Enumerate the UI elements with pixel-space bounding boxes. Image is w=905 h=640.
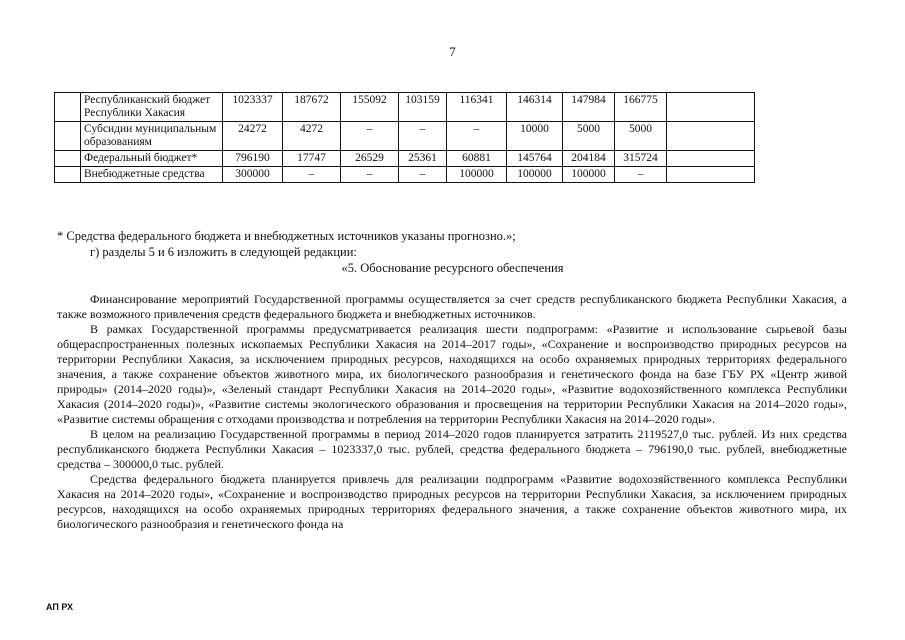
table-cell: 10000 bbox=[507, 122, 563, 151]
paragraph: В рамках Государственной программы предусматривается реализация шести подпрограмм: «Развитие и использование сырьевой базы общераспространенных полезных ископаемых Республики Хакасия на 2014–2017 годы», «Сохранение и воспроизводство природных ресурсов на территории Республики Хакасия, за исключением природных ресурсов, находящихся на особо охраняемых природных территориях федерального значения, а также сохранение объектов животного мира, их биологического разнообразия и генетического фонда на базе ГБУ РХ «Центр живой природы» (2014–2020 годы)», «Зеленый стандарт Республики Хакасия на 2014–2020 годы», «Развитие водохозяйственного комплекса Республики Хакасия (2014–2020 годы)», «Развитие системы экологического образования и просвещения на территории Республики Хакасия на 2014–2020 годы», «Развитие системы обращения с отходами производства и потребления на территории Республики Хакасия на 2014–2020 годы». bbox=[57, 322, 847, 426]
paragraph: В целом на реализацию Государственной программы в период 2014–2020 годов планируется затратить 2119527,0 тыс. рублей. Из них средства республиканского бюджета Республики Хакасия – 1023337,0 тыс. рублей, средства федерального бюджета – 796190,0 тыс. рублей, внебюджетные средства – 300000,0 тыс. рублей. bbox=[57, 427, 847, 471]
table-cell: 103159 bbox=[399, 93, 447, 122]
table-cell-empty bbox=[667, 93, 755, 122]
table-cell: 17747 bbox=[283, 151, 341, 167]
table-cell: – bbox=[447, 122, 507, 151]
table-cell: 5000 bbox=[563, 122, 615, 151]
instruction-line: г) разделы 5 и 6 изложить в следующей редакции: bbox=[90, 245, 357, 259]
table-cell: 1023337 bbox=[223, 93, 283, 122]
table-cell: – bbox=[399, 122, 447, 151]
stamp-label: АП РХ bbox=[46, 602, 74, 612]
table-cell: 204184 bbox=[563, 151, 615, 167]
table-cell-empty bbox=[667, 122, 755, 151]
paragraph: Финансирование мероприятий Государственной программы осуществляется за счет средств республиканского бюджета Республики Хакасия, а также возможного привлечения средств федерального бюджета и внебюджетных источников. bbox=[57, 292, 847, 321]
table-cell: 100000 bbox=[563, 167, 615, 183]
table-cell: 116341 bbox=[447, 93, 507, 122]
table-cell: 146314 bbox=[507, 93, 563, 122]
table-cell: 796190 bbox=[223, 151, 283, 167]
table-cell: 60881 bbox=[447, 151, 507, 167]
table-cell: 315724 bbox=[615, 151, 667, 167]
table-cell-empty bbox=[667, 151, 755, 167]
table-cell-empty bbox=[55, 93, 81, 122]
table-cell: 26529 bbox=[341, 151, 399, 167]
table-row bbox=[55, 151, 755, 167]
body-text bbox=[57, 292, 847, 532]
table-cell-empty bbox=[55, 151, 81, 167]
footnote: * Средства федерального бюджета и внебюджетных источников указаны прогнозно.»; bbox=[57, 229, 516, 243]
table-cell: – bbox=[283, 167, 341, 183]
table-cell: 145764 bbox=[507, 151, 563, 167]
table-cell: 100000 bbox=[447, 167, 507, 183]
table-row bbox=[55, 122, 755, 151]
row-label: Субсидии муниципальным образованиям bbox=[81, 122, 223, 151]
table-cell: 300000 bbox=[223, 167, 283, 183]
table-cell: – bbox=[341, 122, 399, 151]
table-row bbox=[55, 167, 755, 183]
table-cell-empty bbox=[667, 167, 755, 183]
section-heading: «5. Обоснование ресурсного обеспечения bbox=[341, 261, 564, 275]
table-cell-empty bbox=[55, 122, 81, 151]
table-row bbox=[55, 93, 755, 122]
table-cell: 4272 bbox=[283, 122, 341, 151]
table-cell: 147984 bbox=[563, 93, 615, 122]
table-cell: – bbox=[341, 167, 399, 183]
table-cell: – bbox=[615, 167, 667, 183]
row-label: Внебюджетные средства bbox=[81, 167, 223, 183]
budget-table bbox=[54, 92, 755, 183]
table-cell: 24272 bbox=[223, 122, 283, 151]
paragraph: Средства федерального бюджета планируется привлечь для реализации подпрограмм «Развитие водохозяйственного комплекса Республики Хакасия на 2014–2020 годы», «Сохранение и воспроизводство природных ресурсов на территории Республики Хакасия, за исключением природных ресурсов, находящихся на особо охраняемых природных территориях федерального значения, а также сохранение объектов животного мира, их биологического разнообразия и генетического фонда на bbox=[57, 472, 847, 531]
table-cell: 187672 bbox=[283, 93, 341, 122]
table-cell-empty bbox=[55, 167, 81, 183]
table-cell: – bbox=[399, 167, 447, 183]
table-cell: 155092 bbox=[341, 93, 399, 122]
table-cell: 100000 bbox=[507, 167, 563, 183]
page-number: 7 bbox=[449, 44, 456, 59]
table-cell: 5000 bbox=[615, 122, 667, 151]
row-label: Республиканский бюджет Республики Хакасия bbox=[81, 93, 223, 122]
table-cell: 166775 bbox=[615, 93, 667, 122]
table-cell: 25361 bbox=[399, 151, 447, 167]
row-label: Федеральный бюджет* bbox=[81, 151, 223, 167]
